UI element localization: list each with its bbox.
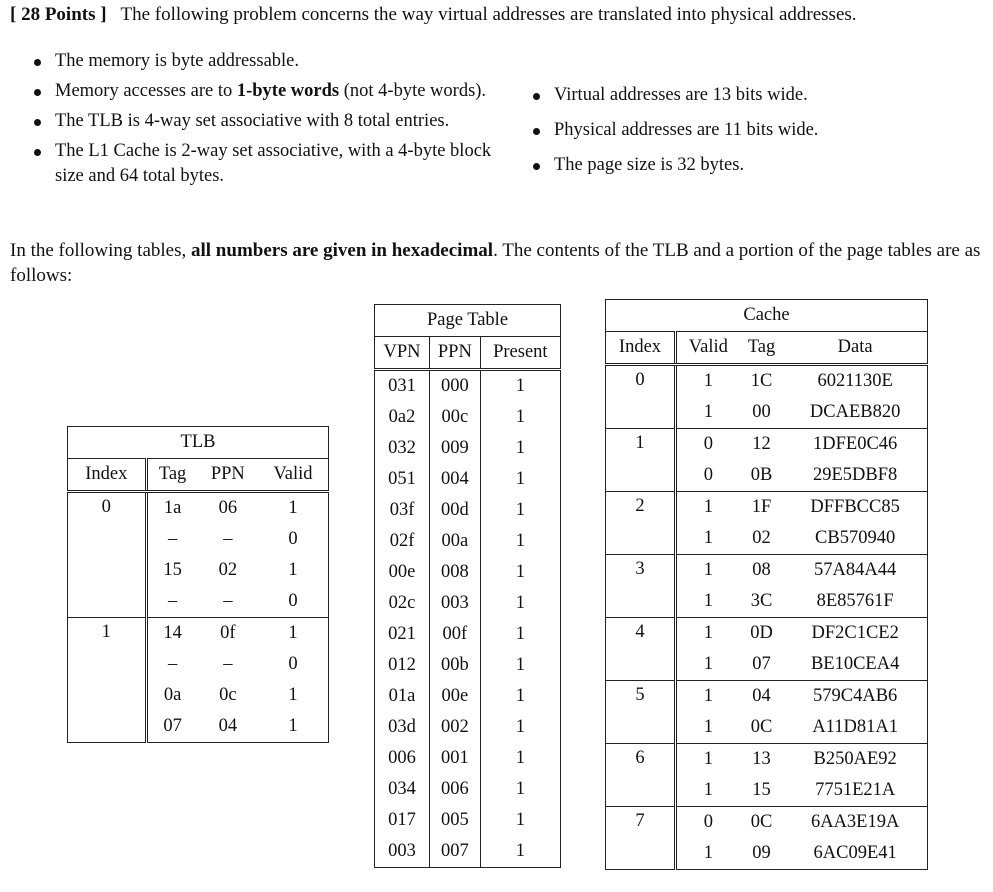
cache-cell: 0 (675, 460, 739, 492)
page-table-cell: 1 (480, 619, 560, 650)
cache-cell: 1DFE0C46 (783, 429, 927, 461)
table-row (606, 807, 928, 839)
page-table-cell: 1 (480, 836, 560, 868)
cache-cell: 0C (750, 717, 773, 737)
table-row (606, 618, 928, 650)
tlb-cell: 0 (288, 654, 298, 674)
page-table-cell: 021 (388, 624, 416, 644)
page-table-cell: 1 (480, 774, 560, 805)
cache-cell: A11D81A1 (812, 717, 898, 737)
cache-cell: DCAEB820 (809, 402, 901, 422)
cache-cell: 1C (750, 371, 773, 391)
table-row (375, 370, 561, 403)
page-table-cell: 00a (430, 526, 481, 557)
page-table-cell: 009 (430, 433, 481, 464)
cache-cell: 1 (675, 712, 739, 744)
cache-cell: 0B (750, 465, 773, 485)
page-table-cell: 00f (430, 619, 481, 650)
table-row (375, 650, 561, 681)
page-table-cell: 00d (430, 495, 481, 526)
page-table-cell: 1 (480, 370, 560, 403)
cache-title: Cache (606, 300, 928, 332)
table-row (375, 557, 561, 588)
page-table-cell: 00e (430, 681, 481, 712)
tlb-cell: 1 (258, 618, 328, 650)
tlb-cell: 0 (288, 591, 298, 611)
tlb-index-cell: 1 (68, 618, 147, 743)
page-table-cell: 008 (430, 557, 481, 588)
page-table-header: Present (480, 337, 560, 370)
cache-cell: 09 (752, 843, 771, 863)
cache-cell: 29E5DBF8 (813, 465, 898, 485)
table-row (606, 555, 928, 587)
table-row (375, 805, 561, 836)
page-table-cell: 00b (430, 650, 481, 681)
tlb-cell: 07 (146, 711, 198, 743)
cache-table (605, 299, 928, 870)
problem-intro (10, 4, 857, 26)
page-table-cell: 02f (389, 531, 415, 551)
cache-index-cell: 4 (606, 618, 676, 681)
table-row (606, 365, 928, 398)
page-table-cell: 000 (430, 370, 481, 403)
tlb-header: Tag (146, 459, 198, 492)
cache-cell: 1 (675, 492, 739, 524)
page-table-cell: 1 (480, 402, 560, 433)
tlb-cell: 0c (219, 685, 237, 705)
cache-index-cell: 6 (606, 744, 676, 807)
page-table-cell: 1 (480, 433, 560, 464)
tlb-cell: 04 (218, 716, 238, 736)
page-table-cell: 00c (430, 402, 481, 433)
page-table-cell: 001 (430, 743, 481, 774)
page-table-cell: 1 (480, 743, 560, 774)
cache-cell: 1 (675, 365, 739, 398)
intro-text: The following problem concerns the way virtual addresses are translated into physical addresses. (120, 4, 857, 25)
bullet-item: Memory accesses are to 1-byte words (not 4-byte words). (31, 79, 499, 104)
tlb-cell: 0f (198, 618, 258, 650)
tlb-cell: 0a (146, 680, 198, 711)
cache-cell: 579C4AB6 (783, 681, 927, 713)
cache-index-cell: 1 (606, 429, 676, 492)
page-table-cell: 1 (480, 712, 560, 743)
tlb-cell: 14 (146, 618, 198, 650)
tlb-cell: 1 (288, 560, 298, 580)
table-row (606, 429, 928, 461)
points-label: [ 28 Points ] (10, 4, 107, 25)
cache-cell: 1 (675, 397, 739, 429)
page-table-cell: 031 (388, 376, 416, 396)
tlb-cell: – (146, 524, 198, 555)
tlb-cell: 0 (288, 529, 298, 549)
cache-cell: 07 (752, 654, 771, 674)
cache-header: Index (606, 332, 676, 365)
page-table-cell: 003 (388, 841, 416, 861)
tlb-header: PPN (198, 459, 258, 492)
tlb-cell: 1 (288, 716, 298, 736)
page-table-cell: 1 (480, 495, 560, 526)
tlb-cell: 1a (146, 492, 198, 525)
page-table (374, 304, 561, 868)
page-table-cell: 012 (388, 655, 416, 675)
page-table-cell: 02c (388, 593, 416, 613)
cache-cell: 57A84A44 (783, 555, 927, 587)
cache-cell: 02 (752, 528, 771, 548)
tlb-cell: 15 (146, 555, 198, 586)
cache-index-cell: 7 (606, 807, 676, 870)
table-row (375, 619, 561, 650)
page-table-cell: 0a2 (388, 407, 416, 427)
page-table-header: VPN (375, 337, 430, 370)
table-row (375, 836, 561, 868)
cache-header: Valid (675, 332, 739, 365)
tables-intro-paragraph (10, 238, 988, 288)
table-row (68, 492, 329, 525)
page-table-cell: 03f (389, 500, 415, 520)
cache-cell: 7751E21A (815, 780, 896, 800)
page-table-cell: 1 (480, 805, 560, 836)
cache-cell: 08 (740, 555, 784, 587)
page-table-cell: 034 (388, 779, 416, 799)
cache-cell: BE10CEA4 (810, 654, 900, 674)
table-row (606, 492, 928, 524)
cache-cell: 00 (752, 402, 771, 422)
page-table-title: Page Table (375, 305, 561, 337)
cache-cell: 1 (675, 555, 739, 587)
cache-cell: 1 (675, 775, 739, 807)
cache-cell: 13 (740, 744, 784, 776)
paragraph-bold-text: all numbers are given in hexadecimal (191, 240, 494, 261)
bullet-item: The L1 Cache is 2-way set associative, with a 4-byte block size and 64 total bytes. (31, 139, 499, 189)
page-table-cell: 004 (430, 464, 481, 495)
cache-cell: 6AA3E19A (783, 807, 927, 839)
page-table-cell: 03d (388, 717, 416, 737)
page-table-cell: 051 (388, 469, 416, 489)
page-table-cell: 1 (480, 650, 560, 681)
page-table-cell: 002 (430, 712, 481, 743)
page-table-cell: 006 (430, 774, 481, 805)
table-row (375, 712, 561, 743)
cache-cell: DF2C1CE2 (783, 618, 927, 650)
table-row (375, 495, 561, 526)
cache-cell: 0D (740, 618, 784, 650)
tlb-table (67, 426, 329, 743)
table-row (375, 588, 561, 619)
cache-cell: 3C (750, 591, 773, 611)
tlb-cell: 06 (218, 498, 238, 518)
cache-cell: 15 (752, 780, 771, 800)
cache-cell: 1 (675, 681, 739, 713)
tlb-cell: – (223, 591, 233, 611)
page-table-cell: 1 (480, 557, 560, 588)
cache-cell: CB570940 (815, 528, 896, 548)
cache-cell: B250AE92 (783, 744, 927, 776)
cache-cell: DFFBCC85 (783, 492, 927, 524)
table-row (68, 618, 329, 650)
paragraph-text-end: . The contents of the TLB and a portion of the page tables are as follows: (10, 240, 981, 286)
tlb-title: TLB (68, 427, 329, 459)
page-table-cell: 00e (388, 562, 416, 582)
page-table-header: PPN (430, 337, 481, 370)
tlb-cell: – (223, 529, 233, 549)
bullet-item: Physical addresses are 11 bits wide. (530, 118, 950, 143)
page-table-cell: 1 (480, 588, 560, 619)
cache-cell: 1 (675, 586, 739, 618)
cache-cell: 1 (675, 523, 739, 555)
page-table-cell: 1 (480, 526, 560, 557)
cache-cell: 0C (740, 807, 784, 839)
page-table-cell: 005 (430, 805, 481, 836)
cache-cell: 1F (740, 492, 784, 524)
cache-index-cell: 3 (606, 555, 676, 618)
tlb-cell: – (146, 586, 198, 618)
table-row (375, 433, 561, 464)
assumptions-list-left (31, 49, 499, 194)
bullet-item: Virtual addresses are 13 bits wide. (530, 83, 950, 108)
table-row (606, 744, 928, 776)
table-row (375, 464, 561, 495)
cache-cell: 8E85761F (816, 591, 894, 611)
page-table-cell: 1 (480, 464, 560, 495)
cache-cell: 1 (675, 618, 739, 650)
bullet-item: The memory is byte addressable. (31, 49, 499, 74)
cache-cell: 0 (675, 807, 739, 839)
page-table-cell: 007 (430, 836, 481, 868)
table-row (606, 681, 928, 713)
tlb-cell: 1 (288, 498, 298, 518)
tlb-cell: 1 (288, 685, 298, 705)
tlb-header: Index (68, 459, 147, 492)
cache-index-cell: 5 (606, 681, 676, 744)
cache-index-cell: 0 (635, 370, 645, 390)
table-row (375, 526, 561, 557)
cache-cell: 1 (675, 649, 739, 681)
tlb-cell: 02 (218, 560, 238, 580)
cache-cell: 04 (740, 681, 784, 713)
tlb-header: Valid (258, 459, 328, 492)
page-table-cell: 01a (388, 686, 416, 706)
cache-cell: 6AC09E41 (813, 843, 897, 863)
cache-header: Data (783, 332, 927, 365)
cache-cell: 1 (675, 838, 739, 870)
cache-cell: 12 (740, 429, 784, 461)
page-table-cell: 017 (388, 810, 416, 830)
page-table-cell: 003 (430, 588, 481, 619)
page-table-cell: 032 (388, 438, 416, 458)
table-row (375, 402, 561, 433)
bullet-item: The TLB is 4-way set associative with 8 total entries. (31, 109, 499, 134)
cache-cell: 6021130E (817, 371, 893, 391)
cache-index-cell: 2 (606, 492, 676, 555)
table-row (375, 743, 561, 774)
tlb-index-cell: 0 (101, 497, 111, 517)
cache-cell: 0 (675, 429, 739, 461)
page-table-cell: 006 (388, 748, 416, 768)
table-row (375, 774, 561, 805)
bullet-item: The page size is 32 bytes. (530, 153, 950, 178)
paragraph-text: In the following tables, (10, 240, 191, 261)
table-row (375, 681, 561, 712)
cache-header: Tag (740, 332, 784, 365)
tlb-cell: – (146, 649, 198, 680)
cache-cell: 1 (675, 744, 739, 776)
tlb-cell: – (223, 654, 233, 674)
assumptions-list-right (530, 83, 950, 188)
page-table-cell: 1 (480, 681, 560, 712)
